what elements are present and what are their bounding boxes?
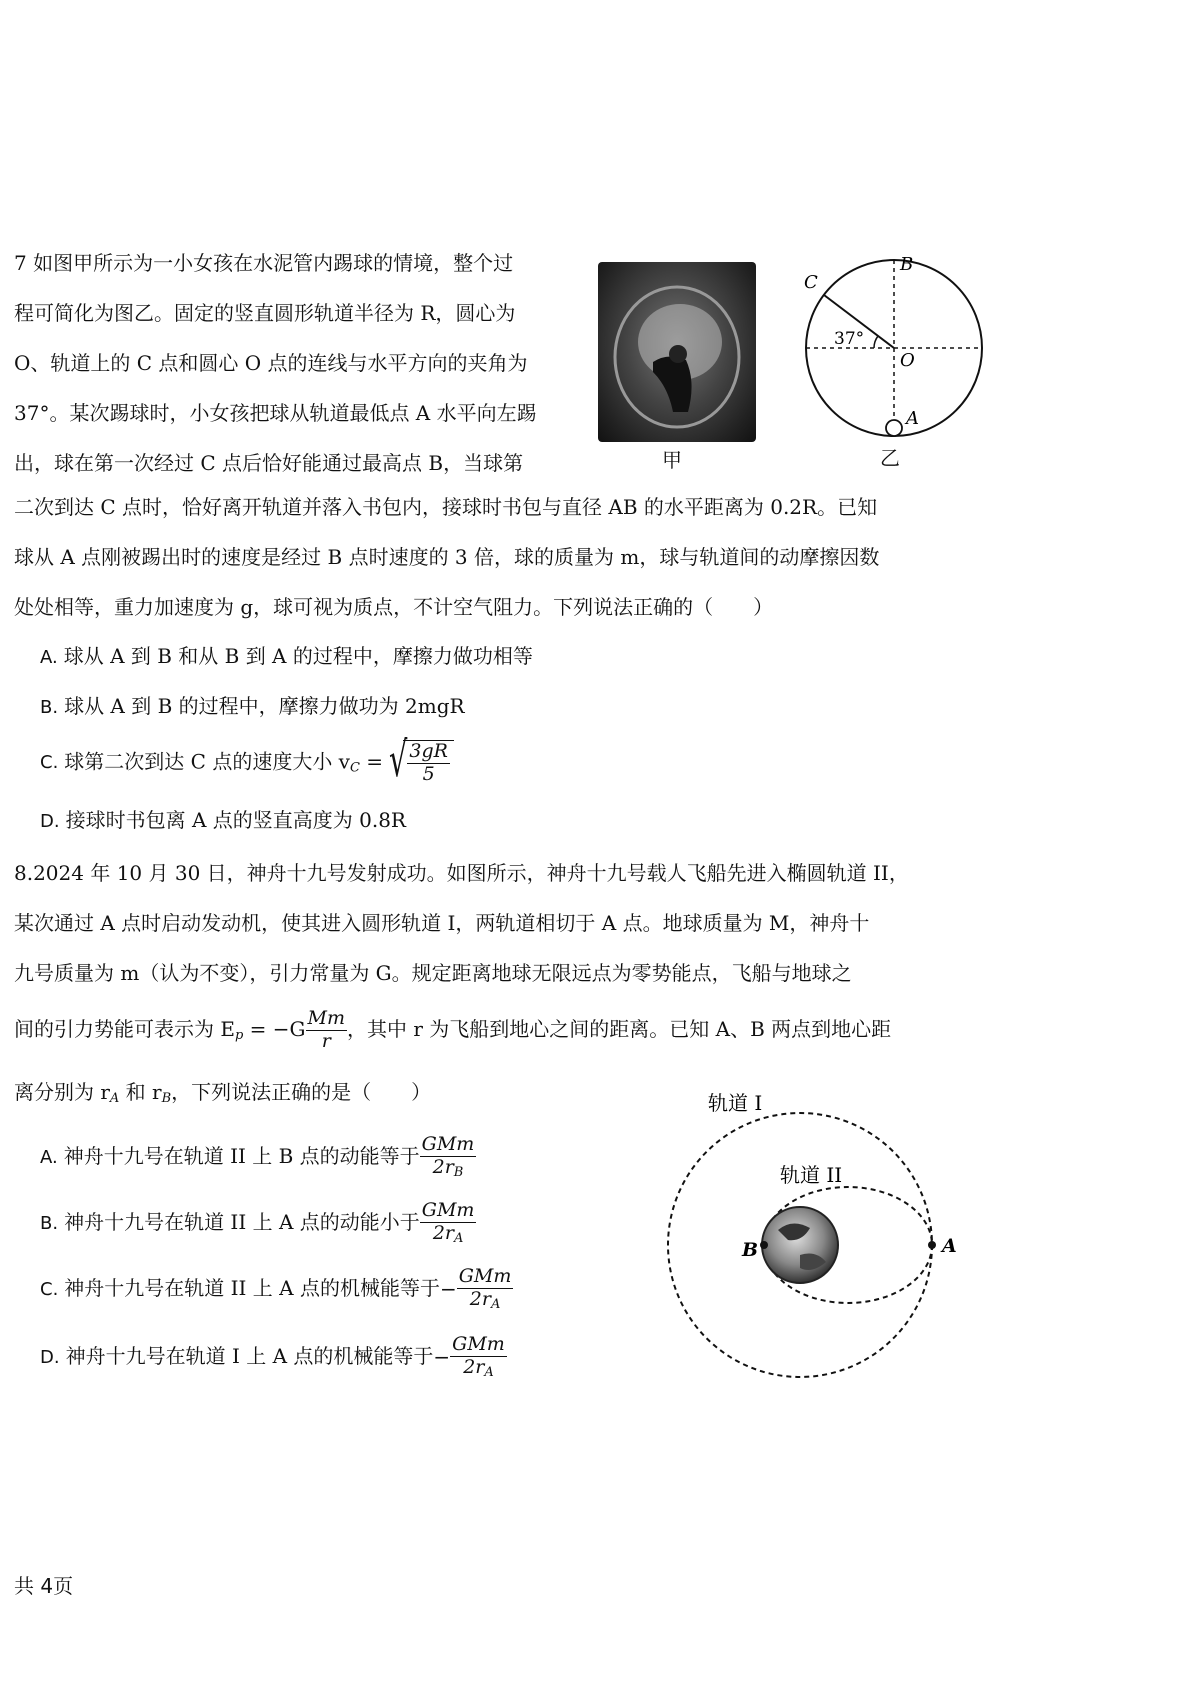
q7-line-3: O、轨道上的 C 点和圆心 O 点的连线与水平方向的夹角为 xyxy=(14,351,528,375)
q8-option-c-den: 2r xyxy=(469,1287,491,1310)
q7-option-d-text: 接球时书包离 A 点的竖直高度为 0.8R xyxy=(65,808,406,832)
orbit-label-B: B xyxy=(742,1239,759,1261)
q7-option-c-letter: C. xyxy=(40,752,59,774)
q8-option-c-den-sub: A xyxy=(490,1296,501,1312)
orbit-label-A: A xyxy=(942,1235,957,1257)
orbit-2-label: 轨道 II xyxy=(780,1163,843,1187)
q8-line-4-pre: 间的引力势能可表示为 E xyxy=(14,1017,235,1041)
q7-line-7: 球从 A 点刚被踢出时的速度是经过 B 点时速度的 3 倍，球的质量为 m，球与轨道间的动摩擦因数 xyxy=(14,545,880,569)
q7-label-angle: 37° xyxy=(834,329,865,349)
q8-line-2: 某次通过 A 点时启动发动机，使其进入圆形轨道 I，两轨道相切于 A 点。地球质量为 M，神舟十 xyxy=(14,911,870,935)
q8-option-c-letter: C. xyxy=(40,1278,59,1300)
q8-option-c-neg: − xyxy=(439,1277,457,1302)
q7-photo-jia xyxy=(598,262,756,442)
q7-option-a[interactable] xyxy=(40,636,533,678)
q8-option-b-den: 2r xyxy=(432,1221,454,1244)
q8-option-b[interactable] xyxy=(40,1200,476,1247)
q8-line-4-den: r xyxy=(321,1030,331,1052)
q8-orbit-figure xyxy=(660,1090,980,1390)
q8-line-5-mid: 和 r xyxy=(119,1080,162,1104)
q8-option-c-fraction xyxy=(457,1266,514,1313)
q7-line-4: 37°。某次踢球时，小女孩把球从轨道最低点 A 水平向左踢 xyxy=(14,401,537,425)
q8-potential-fraction xyxy=(306,1008,347,1053)
q7-option-c-text: 球第二次到达 C 点的速度大小 v xyxy=(64,749,350,774)
q7-option-b-text: 球从 A 到 B 的过程中，摩擦力做功为 2mgR xyxy=(64,694,465,718)
q8-option-b-num: GMm xyxy=(421,1199,475,1221)
q7-option-a-text: 球从 A 到 B 和从 B 到 A 的过程中，摩擦力做功相等 xyxy=(63,644,533,668)
q8-line-4-eq: = −G xyxy=(243,1017,306,1041)
q7-option-c-den: 5 xyxy=(422,762,435,785)
q7-option-d-letter: D. xyxy=(40,811,60,832)
q8-option-d-den-sub: A xyxy=(484,1364,494,1380)
q8-line-4-num: Mm xyxy=(307,1007,345,1030)
q8-option-d-neg: − xyxy=(433,1345,451,1370)
q7-line-5: 出，球在第一次经过 C 点后恰好能通过最高点 B，当球第 xyxy=(14,451,524,475)
q8-option-c-num: GMm xyxy=(458,1265,512,1287)
q7-option-c[interactable] xyxy=(40,732,454,788)
q8-option-d[interactable] xyxy=(40,1334,507,1381)
q8-option-d-letter: D. xyxy=(40,1346,60,1368)
q7-caption-jia: 甲 xyxy=(662,448,682,472)
q8-option-b-fraction xyxy=(420,1200,477,1247)
q8-option-a-den: 2r xyxy=(432,1155,454,1178)
q7-line-6: 二次到达 C 点时，恰好离开轨道并落入书包内，接球时书包与直径 AB 的水平距离为 0.2R。已知 xyxy=(14,495,878,519)
q7-option-b[interactable] xyxy=(40,686,465,728)
q7-label-O: O xyxy=(900,350,915,371)
q8-option-a[interactable] xyxy=(40,1134,476,1181)
q8-option-b-den-sub: A xyxy=(453,1230,464,1246)
page-footer: 共 4页 xyxy=(14,1574,74,1598)
q7-option-c-num: 3gR xyxy=(409,740,448,762)
q8-option-a-den-sub: B xyxy=(453,1164,464,1180)
q7-stem-top xyxy=(14,238,574,488)
q7-stem-bottom xyxy=(14,482,934,632)
q7-figure-yi xyxy=(794,248,994,448)
q7-label-C: C xyxy=(804,272,818,293)
q7-photo-art xyxy=(598,262,756,442)
q8-stem xyxy=(14,848,934,1124)
q7-option-c-sub: C xyxy=(349,760,360,776)
q8-line-5-post: ，下列说法正确的是（ ） xyxy=(171,1080,432,1104)
q8-line-3: 九号质量为 m（认为不变），引力常量为 G。规定距离地球无限远点为零势能点，飞船与地球之 xyxy=(14,961,852,985)
q7-option-c-sqrt: √ $\frac{3gR}{5}$ xyxy=(389,740,454,786)
q7-line-1: 7 如图甲所示为一小女孩在水泥管内踢球的情境，整个过 xyxy=(14,251,514,275)
q8-option-a-num: GMm xyxy=(421,1133,475,1155)
q8-line-5-pre: 离分别为 r xyxy=(14,1080,110,1104)
q7-label-B: B xyxy=(900,254,914,275)
q8-line-4-sub: p xyxy=(234,1028,244,1043)
q8-line-4-post: ，其中 r 为飞船到地心之间的距离。已知 A、B 两点到地心距 xyxy=(347,1017,892,1041)
q8-option-d-num: GMm xyxy=(452,1333,505,1355)
q8-line-1: 8.2024 年 10 月 30 日，神舟十九号发射成功。如图所示，神舟十九号载人飞船先进入椭圆轨道 II， xyxy=(14,861,909,885)
q7-line-8: 处处相等，重力加速度为 g，球可视为质点，不计空气阻力。下列说法正确的（ ） xyxy=(14,595,774,619)
q7-option-a-letter: A. xyxy=(40,647,58,668)
q8-option-c[interactable] xyxy=(40,1266,513,1313)
q8-option-c-text: 神舟十九号在轨道 II 上 A 点的机械能等于 xyxy=(64,1275,440,1300)
q8-option-a-letter: A. xyxy=(40,1146,58,1168)
q8-line-5-sub1: A xyxy=(109,1091,120,1106)
q8-option-d-text: 神舟十九号在轨道 I 上 A 点的机械能等于 xyxy=(65,1343,434,1368)
q8-line-4 xyxy=(14,998,934,1067)
q7-option-d[interactable] xyxy=(40,800,406,842)
q8-option-d-fraction xyxy=(450,1334,507,1381)
q8-option-b-text: 神舟十九号在轨道 II 上 A 点的动能小于 xyxy=(64,1209,420,1234)
q7-option-b-letter: B. xyxy=(40,697,59,718)
q7-caption-yi: 乙 xyxy=(880,446,900,470)
q8-option-a-text: 神舟十九号在轨道 II 上 B 点的动能等于 xyxy=(63,1143,420,1168)
q7-option-c-eq: = xyxy=(359,749,384,774)
q7-line-2: 程可简化为图乙。固定的竖直圆形轨道半径为 R，圆心为 xyxy=(14,301,516,325)
earth-icon xyxy=(762,1207,838,1283)
q7-label-A: A xyxy=(906,408,919,429)
q8-option-d-den: 2r xyxy=(463,1355,485,1378)
q8-option-a-fraction xyxy=(420,1134,477,1181)
q8-line-5-sub2: B xyxy=(161,1091,172,1106)
orbit-1-label: 轨道 I xyxy=(708,1091,763,1115)
q8-option-b-letter: B. xyxy=(40,1212,59,1234)
